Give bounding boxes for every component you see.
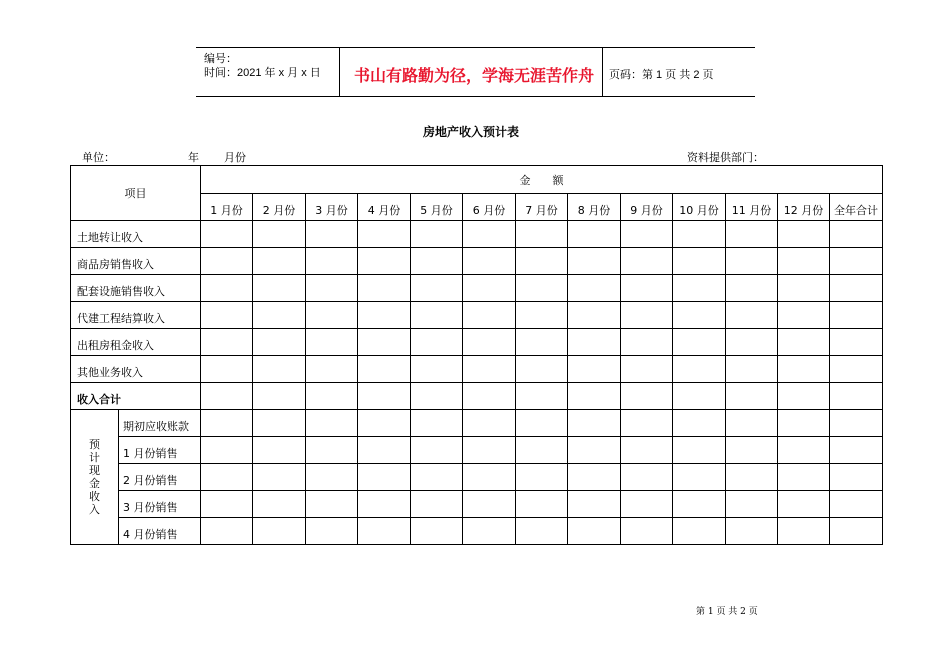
item-header: 项目: [71, 166, 201, 221]
income-cell[interactable]: [778, 275, 830, 302]
cash-cell[interactable]: [411, 410, 463, 437]
income-cell[interactable]: [778, 356, 830, 383]
cash-cell[interactable]: [201, 518, 253, 545]
month-header: 6 月份: [463, 194, 516, 221]
income-cell[interactable]: [621, 275, 673, 302]
amount-header: 金 额: [201, 166, 883, 194]
cash-cell[interactable]: [253, 464, 306, 491]
cash-cell[interactable]: [201, 464, 253, 491]
table-row: [71, 302, 883, 329]
row-label: 出租房租金收入: [71, 329, 201, 356]
income-cell[interactable]: [358, 356, 411, 383]
cash-group-cell: [71, 410, 119, 545]
cash-cell[interactable]: [411, 491, 463, 518]
cash-cell[interactable]: [778, 410, 830, 437]
month-header: 12 月份: [778, 194, 830, 221]
cash-cell[interactable]: [358, 491, 411, 518]
month-header: 1 月份: [201, 194, 253, 221]
income-cell[interactable]: [516, 275, 568, 302]
total-label: 收入合计: [71, 383, 201, 410]
cash-cell[interactable]: [568, 464, 621, 491]
cash-row: [71, 518, 883, 545]
cash-cell[interactable]: [673, 410, 726, 437]
income-cell[interactable]: [201, 329, 253, 356]
income-cell[interactable]: [726, 302, 778, 329]
cash-cell[interactable]: [778, 437, 830, 464]
row-label: 商品房销售收入: [71, 248, 201, 275]
cash-cell[interactable]: [358, 410, 411, 437]
cash-row: [71, 410, 883, 437]
cash-cell[interactable]: [201, 491, 253, 518]
income-cell[interactable]: [778, 302, 830, 329]
cash-cell[interactable]: [621, 410, 673, 437]
total-cell[interactable]: [201, 383, 253, 410]
income-cell[interactable]: [253, 329, 306, 356]
cash-cell[interactable]: [621, 437, 673, 464]
income-cell[interactable]: [306, 248, 358, 275]
header-divider-right: [602, 47, 603, 96]
income-cell[interactable]: [516, 221, 568, 248]
cash-cell[interactable]: [568, 437, 621, 464]
cash-group-label: 预计现金收入: [89, 438, 100, 516]
total-cell[interactable]: [411, 383, 463, 410]
cash-row: [71, 464, 883, 491]
cash-cell[interactable]: [306, 437, 358, 464]
cash-cell[interactable]: [568, 410, 621, 437]
income-cell[interactable]: [621, 329, 673, 356]
income-cell[interactable]: [830, 302, 883, 329]
income-cell[interactable]: [778, 248, 830, 275]
cash-cell[interactable]: [201, 437, 253, 464]
row-label: 土地转让收入: [71, 221, 201, 248]
income-cell[interactable]: [830, 248, 883, 275]
number-label: 编号：: [204, 53, 237, 65]
cash-cell[interactable]: [621, 518, 673, 545]
cash-cell[interactable]: [463, 518, 516, 545]
income-cell[interactable]: [673, 275, 726, 302]
income-cell[interactable]: [463, 248, 516, 275]
cash-cell[interactable]: [726, 464, 778, 491]
table-row: [71, 275, 883, 302]
income-cell[interactable]: [568, 356, 621, 383]
header-top-rule: [196, 47, 755, 48]
income-cell[interactable]: [726, 221, 778, 248]
cash-row-label: 期初应收账款: [119, 410, 201, 437]
income-cell[interactable]: [358, 329, 411, 356]
cash-cell[interactable]: [411, 464, 463, 491]
total-cell[interactable]: [253, 383, 306, 410]
income-cell[interactable]: [568, 248, 621, 275]
cash-cell[interactable]: [463, 491, 516, 518]
row-label: 其他业务收入: [71, 356, 201, 383]
income-cell[interactable]: [568, 275, 621, 302]
income-cell[interactable]: [621, 248, 673, 275]
cash-cell[interactable]: [253, 491, 306, 518]
cash-row: [71, 437, 883, 464]
cash-cell[interactable]: [830, 464, 883, 491]
income-cell[interactable]: [201, 221, 253, 248]
income-cell[interactable]: [253, 302, 306, 329]
income-cell[interactable]: [463, 356, 516, 383]
income-cell[interactable]: [621, 221, 673, 248]
income-cell[interactable]: [306, 356, 358, 383]
income-cell[interactable]: [673, 221, 726, 248]
row-label: 配套设施销售收入: [71, 275, 201, 302]
income-cell[interactable]: [358, 248, 411, 275]
income-cell[interactable]: [830, 221, 883, 248]
month-header: 3 月份: [306, 194, 358, 221]
cash-cell[interactable]: [830, 518, 883, 545]
total-cell[interactable]: [568, 383, 621, 410]
cash-cell[interactable]: [673, 464, 726, 491]
income-cell[interactable]: [726, 356, 778, 383]
page-title: 房地产收入预计表: [423, 125, 520, 139]
cash-cell[interactable]: [673, 518, 726, 545]
income-cell[interactable]: [411, 302, 463, 329]
income-cell[interactable]: [411, 356, 463, 383]
income-cell[interactable]: [201, 356, 253, 383]
month-header: 10 月份: [673, 194, 726, 221]
unit-label: 单位：: [82, 151, 115, 164]
income-cell[interactable]: [253, 275, 306, 302]
table-row: [71, 329, 883, 356]
cash-cell[interactable]: [830, 491, 883, 518]
month-header: 11 月份: [726, 194, 778, 221]
cash-cell[interactable]: [306, 464, 358, 491]
income-cell[interactable]: [516, 356, 568, 383]
income-cell[interactable]: [726, 248, 778, 275]
income-cell[interactable]: [830, 356, 883, 383]
total-cell[interactable]: [778, 383, 830, 410]
income-cell[interactable]: [516, 248, 568, 275]
cash-cell[interactable]: [516, 491, 568, 518]
income-cell[interactable]: [463, 302, 516, 329]
cash-cell[interactable]: [726, 437, 778, 464]
cash-cell[interactable]: [463, 464, 516, 491]
cash-cell[interactable]: [568, 491, 621, 518]
cash-cell[interactable]: [253, 437, 306, 464]
income-cell[interactable]: [568, 302, 621, 329]
income-cell[interactable]: [306, 275, 358, 302]
income-cell[interactable]: [778, 329, 830, 356]
row-label: 代建工程结算收入: [71, 302, 201, 329]
cash-cell[interactable]: [726, 491, 778, 518]
cash-cell[interactable]: [306, 518, 358, 545]
income-cell[interactable]: [411, 275, 463, 302]
cash-cell[interactable]: [621, 464, 673, 491]
income-cell[interactable]: [306, 329, 358, 356]
cash-cell[interactable]: [358, 437, 411, 464]
income-cell[interactable]: [253, 248, 306, 275]
cash-cell[interactable]: [358, 518, 411, 545]
income-forecast-table: [70, 165, 883, 545]
cash-cell[interactable]: [778, 518, 830, 545]
total-cell[interactable]: [463, 383, 516, 410]
total-row: [71, 383, 883, 410]
total-cell[interactable]: [358, 383, 411, 410]
income-cell[interactable]: [306, 302, 358, 329]
income-cell[interactable]: [358, 275, 411, 302]
cash-cell[interactable]: [673, 437, 726, 464]
month-header: 9 月份: [621, 194, 673, 221]
cash-cell[interactable]: [830, 410, 883, 437]
total-cell[interactable]: [726, 383, 778, 410]
cash-cell[interactable]: [358, 464, 411, 491]
cash-cell[interactable]: [201, 410, 253, 437]
header-bottom-rule: [196, 96, 755, 97]
cash-cell[interactable]: [568, 518, 621, 545]
cash-cell[interactable]: [516, 410, 568, 437]
income-cell[interactable]: [568, 329, 621, 356]
income-cell[interactable]: [568, 221, 621, 248]
income-cell[interactable]: [306, 221, 358, 248]
income-cell[interactable]: [673, 248, 726, 275]
total-cell[interactable]: [306, 383, 358, 410]
month-header: 2 月份: [253, 194, 306, 221]
table-row: [71, 356, 883, 383]
income-cell[interactable]: [411, 221, 463, 248]
header-divider-left: [339, 47, 340, 96]
total-cell[interactable]: [830, 383, 883, 410]
income-cell[interactable]: [830, 275, 883, 302]
time-label: 时间：2021 年 x 月 x 日: [204, 67, 321, 79]
income-cell[interactable]: [778, 221, 830, 248]
dept-label: 资料提供部门：: [687, 151, 764, 164]
income-cell[interactable]: [201, 275, 253, 302]
cash-cell[interactable]: [778, 464, 830, 491]
cash-cell[interactable]: [411, 437, 463, 464]
income-cell[interactable]: [358, 221, 411, 248]
income-cell[interactable]: [830, 329, 883, 356]
cash-row-label: 1 月份销售: [119, 437, 201, 464]
cash-cell[interactable]: [253, 518, 306, 545]
cash-cell[interactable]: [516, 437, 568, 464]
table-row: [71, 248, 883, 275]
month-header: 7 月份: [516, 194, 568, 221]
income-cell[interactable]: [621, 302, 673, 329]
cash-cell[interactable]: [516, 464, 568, 491]
total-cell[interactable]: [516, 383, 568, 410]
month-header: 5 月份: [411, 194, 463, 221]
income-cell[interactable]: [516, 302, 568, 329]
year-label: 年: [188, 151, 199, 164]
cash-cell[interactable]: [726, 518, 778, 545]
income-cell[interactable]: [516, 329, 568, 356]
cash-cell[interactable]: [411, 518, 463, 545]
income-cell[interactable]: [253, 221, 306, 248]
month-header: 8 月份: [568, 194, 621, 221]
income-cell[interactable]: [253, 356, 306, 383]
cash-cell[interactable]: [830, 437, 883, 464]
table-row: [71, 221, 883, 248]
total-cell[interactable]: [621, 383, 673, 410]
income-cell[interactable]: [411, 329, 463, 356]
income-cell[interactable]: [463, 275, 516, 302]
month-label: 月份: [224, 151, 246, 164]
income-cell[interactable]: [621, 356, 673, 383]
income-cell[interactable]: [463, 221, 516, 248]
cash-row: [71, 491, 883, 518]
income-cell[interactable]: [358, 302, 411, 329]
motto-text: 书山有路勤为径，学海无涯苦作舟: [354, 66, 595, 85]
month-header: 4 月份: [358, 194, 411, 221]
page-code: 页码：第 1 页 共 2 页: [609, 69, 714, 81]
cash-row-label: 3 月份销售: [119, 491, 201, 518]
income-cell[interactable]: [673, 302, 726, 329]
total-cell[interactable]: [673, 383, 726, 410]
income-cell[interactable]: [726, 275, 778, 302]
cash-row-label: 2 月份销售: [119, 464, 201, 491]
cash-cell[interactable]: [726, 410, 778, 437]
footer-page-number: 第 1 页 共 2 页: [696, 607, 758, 617]
cash-cell[interactable]: [463, 410, 516, 437]
cash-cell[interactable]: [673, 491, 726, 518]
cash-row-label: 4 月份销售: [119, 518, 201, 545]
cash-cell[interactable]: [253, 410, 306, 437]
cash-cell[interactable]: [306, 491, 358, 518]
cash-cell[interactable]: [621, 491, 673, 518]
cash-cell[interactable]: [778, 491, 830, 518]
income-cell[interactable]: [463, 329, 516, 356]
income-cell[interactable]: [673, 356, 726, 383]
cash-cell[interactable]: [463, 437, 516, 464]
income-cell[interactable]: [726, 329, 778, 356]
cash-cell[interactable]: [516, 518, 568, 545]
month-header: 全年合计: [830, 194, 883, 221]
income-cell[interactable]: [201, 302, 253, 329]
income-cell[interactable]: [411, 248, 463, 275]
income-cell[interactable]: [201, 248, 253, 275]
income-cell[interactable]: [673, 329, 726, 356]
cash-cell[interactable]: [306, 410, 358, 437]
